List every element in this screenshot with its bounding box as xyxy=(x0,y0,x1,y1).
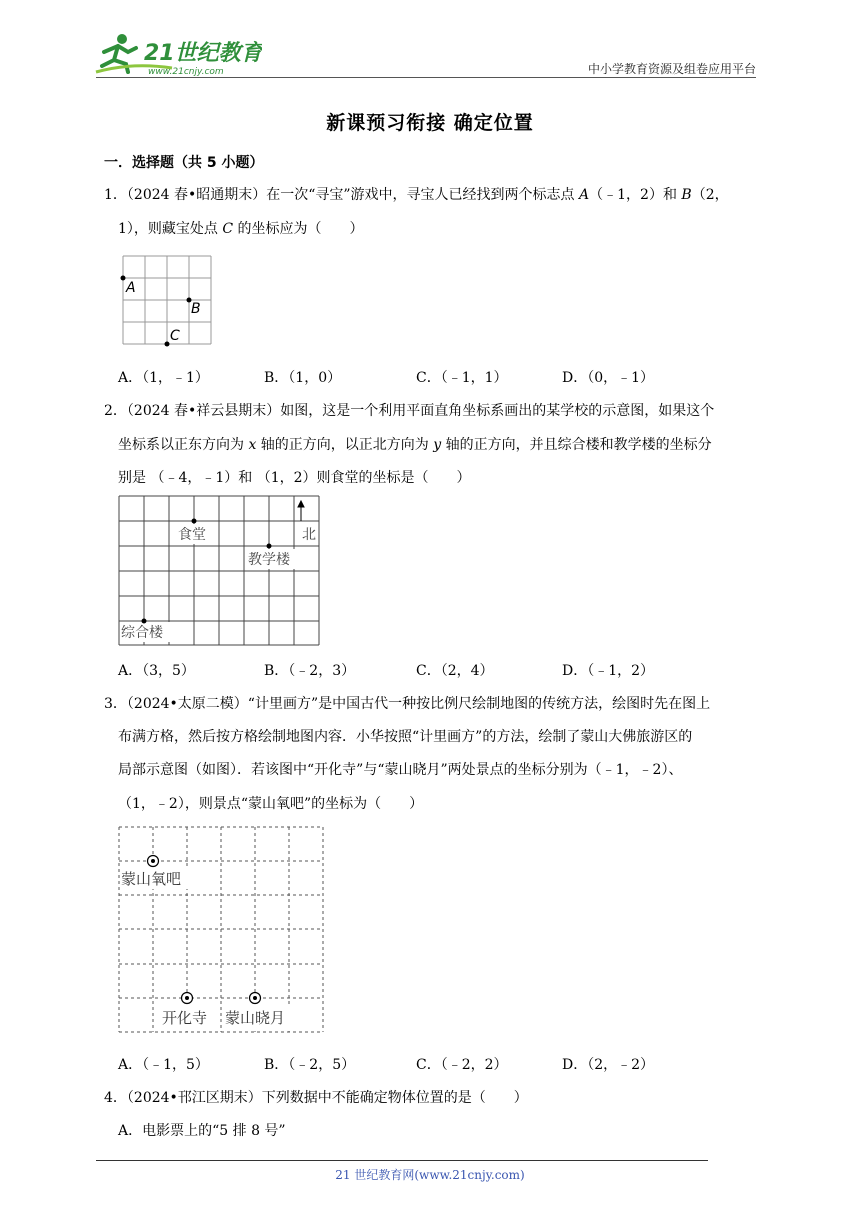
label-c: C xyxy=(170,328,180,344)
q1-line2: 1），则藏宝处点 C 的坐标应为（ ） xyxy=(118,221,364,237)
label-b: B xyxy=(191,301,201,317)
point-a xyxy=(121,276,126,281)
point-canteen xyxy=(192,519,197,524)
point-complex xyxy=(142,619,147,624)
q3-figure xyxy=(116,824,328,1042)
logo-text: 21世纪教育 xyxy=(144,41,262,66)
q1-option-b[interactable]: B．（1，0） xyxy=(264,370,342,386)
label-north: 北 xyxy=(302,527,316,543)
label-teaching: 教学楼 xyxy=(248,552,290,568)
q2-figure xyxy=(116,494,326,652)
q1-option-c[interactable]: C．（﹣1，1） xyxy=(416,370,508,386)
section-heading: 一．选择题（共 5 小题） xyxy=(104,155,264,171)
logo-url: www.21cnjy.com xyxy=(148,67,224,77)
label-moon: 蒙山晓月 xyxy=(225,1009,286,1027)
label-temple: 开化寺 xyxy=(162,1009,208,1027)
page-title: 新课预习衔接 确定位置 xyxy=(326,112,534,134)
q1-option-a[interactable]: A．（1，﹣1） xyxy=(118,370,209,386)
q2-option-b[interactable]: B．（﹣2，3） xyxy=(264,663,356,679)
marker-temple-icon xyxy=(182,993,193,1004)
label-oxygen: 蒙山氧吧 xyxy=(121,870,182,888)
footer-divider xyxy=(96,1160,708,1161)
q2-option-c[interactable]: C．（2，4） xyxy=(416,663,494,679)
q3-option-c[interactable]: C．（﹣2，2） xyxy=(416,1057,508,1073)
q2-line2: 坐标系以正东方向为 x 轴的正方向，以正北方向为 y 轴的正方向，并且综合楼和教学楼的坐标分 xyxy=(118,437,712,453)
q3-line3: 局部示意图（如图）．若该图中“开化寺”与“蒙山晓月”两处景点的坐标分别为（﹣1，﹣2）、 xyxy=(118,762,683,778)
site-logo xyxy=(92,32,262,82)
point-c xyxy=(165,342,170,347)
q1-line1: 1．（2024 春•昭通期末）在一次“寻宝”游戏中，寻宝人已经找到两个标志点 A（﹣1，2）和 B（2， xyxy=(104,187,729,203)
q4-line1: 4．（2024•邗江区期末）下列数据中不能确定物体位置的是（ ） xyxy=(104,1090,528,1106)
footer-text[interactable]: 21 世纪教育网(www.21cnjy.com) xyxy=(335,1168,525,1182)
q2-line3: 别是 （﹣4，﹣1）和 （1，2）则食堂的坐标是（ ） xyxy=(118,470,471,486)
q3-line1: 3．（2024•太原二模）“计里画方”是中国古代一种按比例尺绘制地图的传统方法，绘图时先在图上 xyxy=(104,696,711,712)
label-canteen: 食堂 xyxy=(178,527,206,543)
q2-line1: 2．（2024 春•祥云县期末）如图，这是一个利用平面直角坐标系画出的某学校的示意图，如果这个 xyxy=(104,403,715,419)
north-arrow-icon xyxy=(298,501,304,521)
q3-line2: 布满方格，然后按方格绘制地图内容．小华按照“计里画方”的方法，绘制了蒙山大佛旅游区的 xyxy=(118,729,693,745)
q2-option-d[interactable]: D．（﹣1，2） xyxy=(562,663,655,679)
point-teaching xyxy=(267,544,272,549)
label-a: A xyxy=(126,280,136,296)
q3-line4: （1，﹣2），则景点“蒙山氧吧”的坐标为（ ） xyxy=(118,796,424,812)
q1-figure xyxy=(116,250,216,354)
q2-option-a[interactable]: A．（3，5） xyxy=(118,663,195,679)
marker-moon-icon xyxy=(250,993,261,1004)
q1-option-d[interactable]: D．（0，﹣1） xyxy=(562,370,655,386)
q3-option-d[interactable]: D．（2，﹣2） xyxy=(562,1057,655,1073)
platform-label: 中小学教育资源及组卷应用平台 xyxy=(587,62,756,76)
header-divider xyxy=(96,77,756,78)
q3-option-b[interactable]: B．（﹣2，5） xyxy=(264,1057,356,1073)
marker-oxygen-icon xyxy=(148,856,159,867)
q3-option-a[interactable]: A．（﹣1，5） xyxy=(118,1057,209,1073)
q4-option-a[interactable]: A．电影票上的“5 排 8 号” xyxy=(118,1123,286,1139)
label-complex: 综合楼 xyxy=(121,625,163,641)
